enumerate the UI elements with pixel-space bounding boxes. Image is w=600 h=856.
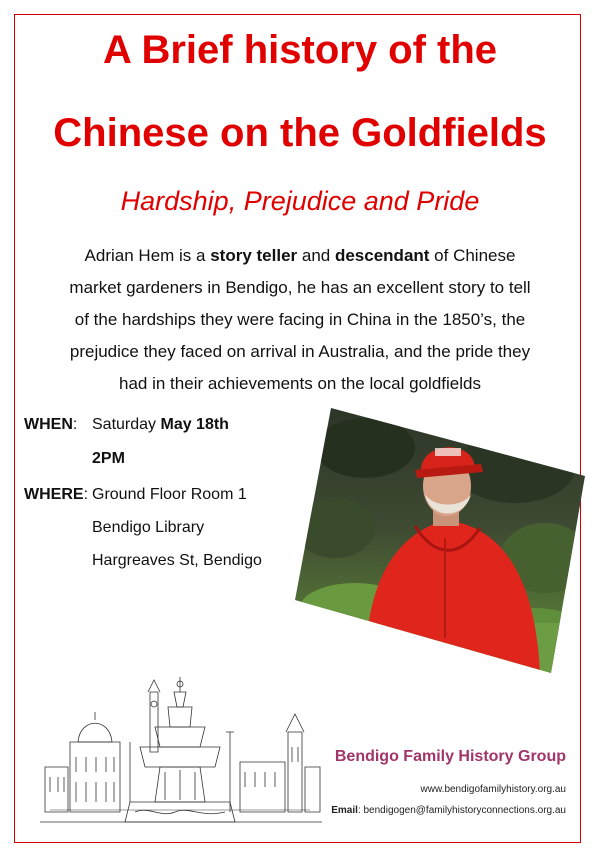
- intro-line-4: prejudice they faced on arrival in Australia, and the pride they: [69, 342, 531, 361]
- intro-bold-descendant: descendant: [334, 246, 430, 265]
- website-link[interactable]: www.bendigofamilyhistory.org.au: [420, 784, 566, 795]
- where-label-group: [24, 486, 88, 504]
- poster-title-line-1: A Brief history of the: [102, 28, 498, 72]
- intro-line-3: of the hardships they were facing in China in the 1850’s, the: [74, 310, 526, 329]
- where-line-3: Hargreaves St, Bendigo: [92, 552, 262, 569]
- intro-line-1: [24, 240, 576, 272]
- when-colon: :: [72, 416, 78, 433]
- when-time: 2PM: [92, 450, 125, 467]
- poster-subtitle: Hardship, Prejudice and Pride: [120, 186, 480, 216]
- email-label: Email: [331, 805, 358, 816]
- intro-line-2: market gardeners in Bendigo, he has an excellent story to tell: [69, 278, 531, 297]
- bendigo-sketch-illustration: [40, 672, 322, 842]
- when-date-line: [92, 416, 229, 434]
- org-name: Bendigo Family History Group: [334, 748, 566, 765]
- intro-line-5: had in their achievements on the local goldfields: [119, 374, 481, 393]
- speaker-photo: [295, 408, 585, 673]
- intro-paragraph: [24, 240, 576, 400]
- when-label-group: [24, 416, 77, 434]
- where-label: WHERE: [24, 486, 84, 503]
- where-line-2: Bendigo Library: [92, 519, 205, 536]
- when-date: May 18th: [160, 416, 229, 433]
- intro-bold-story-teller: story teller: [210, 246, 298, 265]
- when-label: WHEN: [24, 416, 73, 433]
- when-day: Saturday: [92, 416, 161, 433]
- email-line: [331, 805, 566, 816]
- where-colon: :: [83, 486, 89, 503]
- intro-text: of Chinese: [429, 246, 516, 265]
- email-address[interactable]: : bendigogen@familyhistoryconnections.org.au: [357, 805, 566, 816]
- intro-text: and: [297, 246, 335, 265]
- where-line-1: Ground Floor Room 1: [92, 486, 247, 503]
- intro-text: Adrian Hem is a: [84, 246, 211, 265]
- poster-title-line-2: Chinese on the Goldfields: [53, 111, 547, 155]
